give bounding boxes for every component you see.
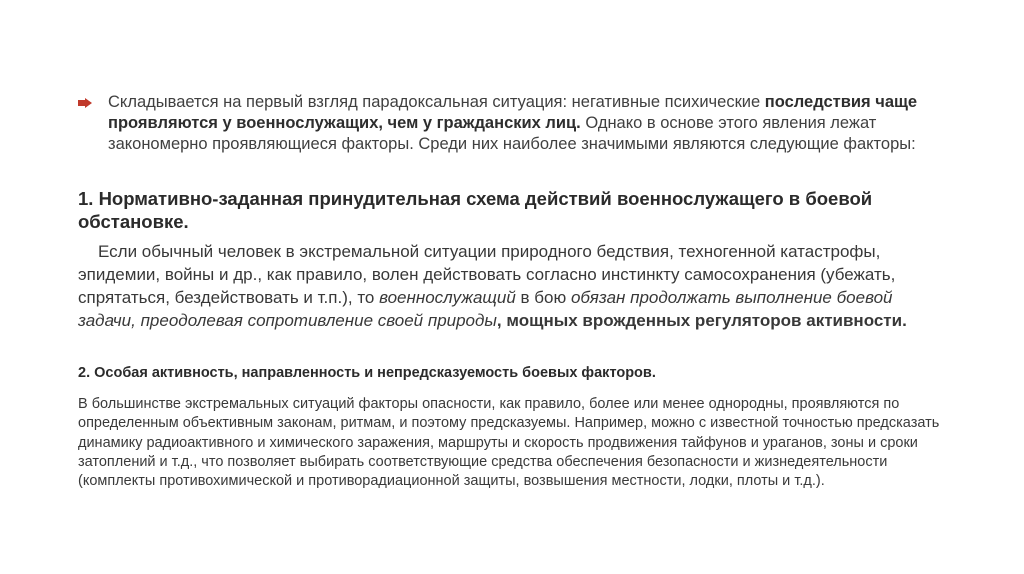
intro-text: [108, 92, 958, 155]
factor-1-italic-1: военнослужащий: [379, 288, 516, 307]
intro-text-part2: Однако в основе этого явления лежат закономерно проявляющиеся факторы. Среди них наиболее значимыми являются следующие факторы:: [108, 114, 916, 153]
factor-1-heading: 1. Нормативно-заданная принудительная схема действий военнослужащего в боевой обстановке.: [78, 188, 873, 232]
intro-text-part1: Складывается на первый взгляд парадоксальная ситуация: негативные психические: [108, 93, 765, 111]
factor-1-text-bold: , мощных врожденных регуляторов активности.: [496, 311, 907, 330]
factor-1-text-plain: Если обычный человек в экстремальной ситуации природного бедствия, техногенной катастрофы, эпидемии, войны и др., как правило, волен действовать согласно инстинкту самосохранения (убежать, спрятаться, бездействовать и т.п.), то: [78, 242, 896, 307]
factor-2-heading: 2. Особая активность, направленность и непредсказуемость боевых факторов.: [78, 365, 656, 381]
intro-bullet: [78, 92, 958, 155]
factor-1-italic-2: обязан продолжать выполнение боевой задачи, преодолевая сопротивление своей природы: [78, 288, 893, 330]
arrow-right-icon: [78, 98, 92, 108]
factor-1-paragraph: [78, 240, 948, 332]
factor-1-text-mid: в бою: [515, 288, 571, 307]
factor-2-paragraph: В большинстве экстремальных ситуаций факторы опасности, как правило, более или менее однородны, проявляются по определенным объективным законам, ритмам, и поэтому предсказуемы. Например, можно с известной точностью предсказать динамику радиоактивного и химического заражения, маршруты и скорость продвижения тайфунов и ураганов, зоны и сроки затоплений и т.д., что позволяет выбирать соответствующие средства обеспечения безопасности и жизнедеятельности (комплекты противохимической и противорадиационной защиты, возвышения местности, лодки, плоты и т.д.).: [78, 396, 940, 490]
intro-text-bold: последствия чаще проявляются у военнослужащих, чем у гражданских лиц.: [108, 93, 918, 132]
